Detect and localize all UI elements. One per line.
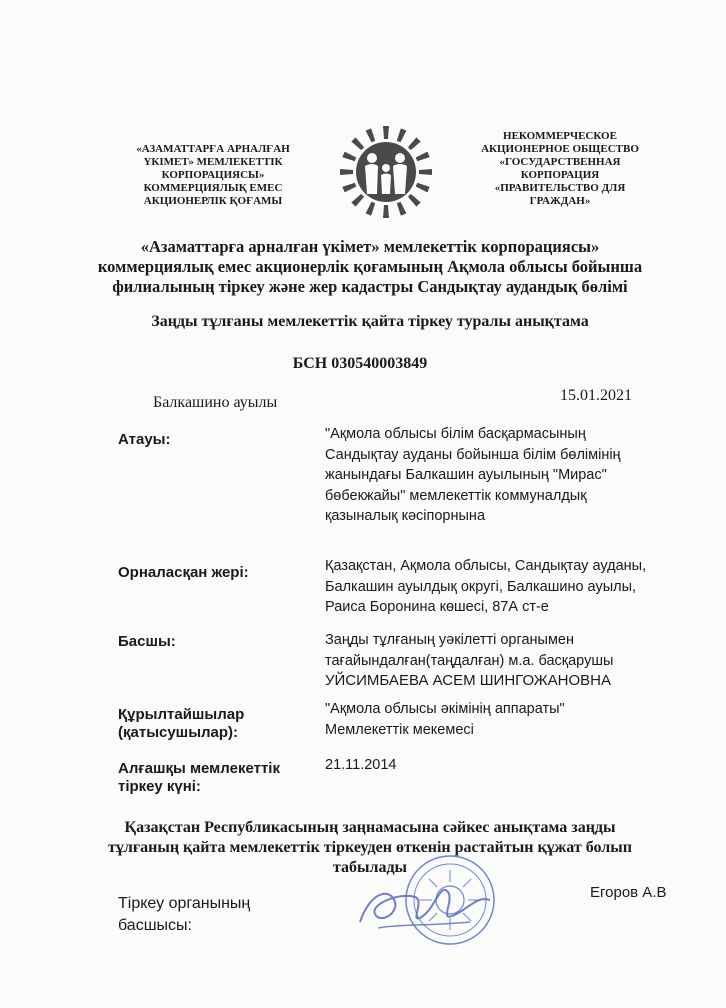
founders-line: Мемлекеттік мекемесі [325,721,474,738]
location-label: Орналасқан жері: [118,564,249,581]
head-line: Заңды тұлғаның уәкілетті органымен [325,632,574,648]
first-registration-label-line: тіркеу күні: [118,778,201,795]
header-right-line: КОРПОРАЦИЯ [520,169,600,181]
issue-place: Балкашино ауылы [153,394,278,411]
sun-family-logo-icon [340,124,432,220]
head-full-name: УЙСИМБАЕВА АСЕМ ШИНГОЖАНОВНА [325,672,611,689]
header-right-line: «ПРАВИТЕЛЬСТВО ДЛЯ [494,182,626,194]
header-left-line: АКЦИОНЕРЛІК ҚОҒАМЫ [143,195,283,207]
org-title-line: «Азаматтарға арналған үкімет» мемлекеттік корпорациясы» [140,237,600,256]
name-line: Сандықтау ауданы бойынша білім бөлімінің [325,446,621,463]
signer-name: Егоров А.В [590,884,667,901]
name-line: жанындағы Балкашин ауылының "Мирас" [325,467,607,483]
founders-label-line: (қатысушылар): [118,724,239,741]
document-title: Заңды тұлғаны мемлекеттік қайта тіркеу туралы анықтама [151,313,589,330]
header-right-line: АКЦИОНЕРНОЕ ОБЩЕСТВО [481,143,639,155]
header-right-line: ГРАЖДАН» [529,195,591,207]
header-left-line: «АЗАМАТТАРҒА АРНАЛҒАН [136,143,290,155]
first-registration-label-line: Алғашқы мемлекеттік [118,760,280,777]
name-value [325,424,685,527]
location-line: Балкашин ауылдық округі, Балкашино ауылы, [325,578,637,595]
header-right-line: НЕКОММЕРЧЕСКОЕ [503,130,617,142]
signature-label-line: басшысы: [118,917,192,934]
issuing-department-title [70,237,670,297]
header-left-org-name [118,143,308,208]
head-label: Басшы: [118,633,176,650]
first-registration-label [118,760,318,796]
header-left-line: КОРПОРАЦИЯСЫ» [161,169,265,181]
location-line: Раиса Боронина көшесі, 87А ст-е [325,599,549,615]
closing-line: тұлғаның қайта мемлекеттік тіркеуден өткенін растайтын құжат болып [108,839,632,856]
head-value [325,630,685,692]
founders-value [325,699,685,740]
founders-label [118,706,318,742]
signature-label-line: Тіркеу органының [118,895,251,912]
issue-date: 15.01.2021 [560,387,632,404]
official-stamp-and-signature [340,852,520,952]
name-label: Атауы: [118,431,171,448]
header-right-line: «ГОСУДАРСТВЕННАЯ [499,156,621,168]
location-value [325,556,685,618]
signature-label [118,893,250,937]
header-left-line: ҮКІМЕТ» МЕМЛЕКЕТТІК [143,156,283,168]
closing-line: Қазақстан Республикасының заңнамасына сәйкес анықтама заңды [124,819,616,836]
org-title-line: коммерциялық емес акционерлік қоғамының Ақмола облысы бойынша [97,257,643,276]
founders-label-line: Құрылтайшылар [118,706,245,723]
header-right-org-name [470,130,650,208]
founders-line: "Ақмола облысы әкімінің аппараты" [325,701,565,717]
head-line: тағайындалған(таңдалған) м.а. басқарушы [325,652,614,669]
location-line: Қазақстан, Ақмола облысы, Сандықтау ауданы, [325,558,647,574]
name-line: "Ақмола облысы білім басқармасының [325,426,586,442]
first-registration-date: 21.11.2014 [325,757,397,773]
header-left-line: КОММЕРЦИЯЛЫҚ ЕМЕС [143,182,283,194]
name-line: қазыналық кәсіпорнына [325,508,486,524]
closing-line: табылады [332,859,408,876]
org-title-line: филиалының тіркеу және жер кадастры Сандықтау аудандық бөлімі [112,277,628,296]
bin-number: БСН 030540003849 [292,355,428,372]
name-line: бөбекжайы" мемлекеттік коммуналдық [325,487,587,504]
